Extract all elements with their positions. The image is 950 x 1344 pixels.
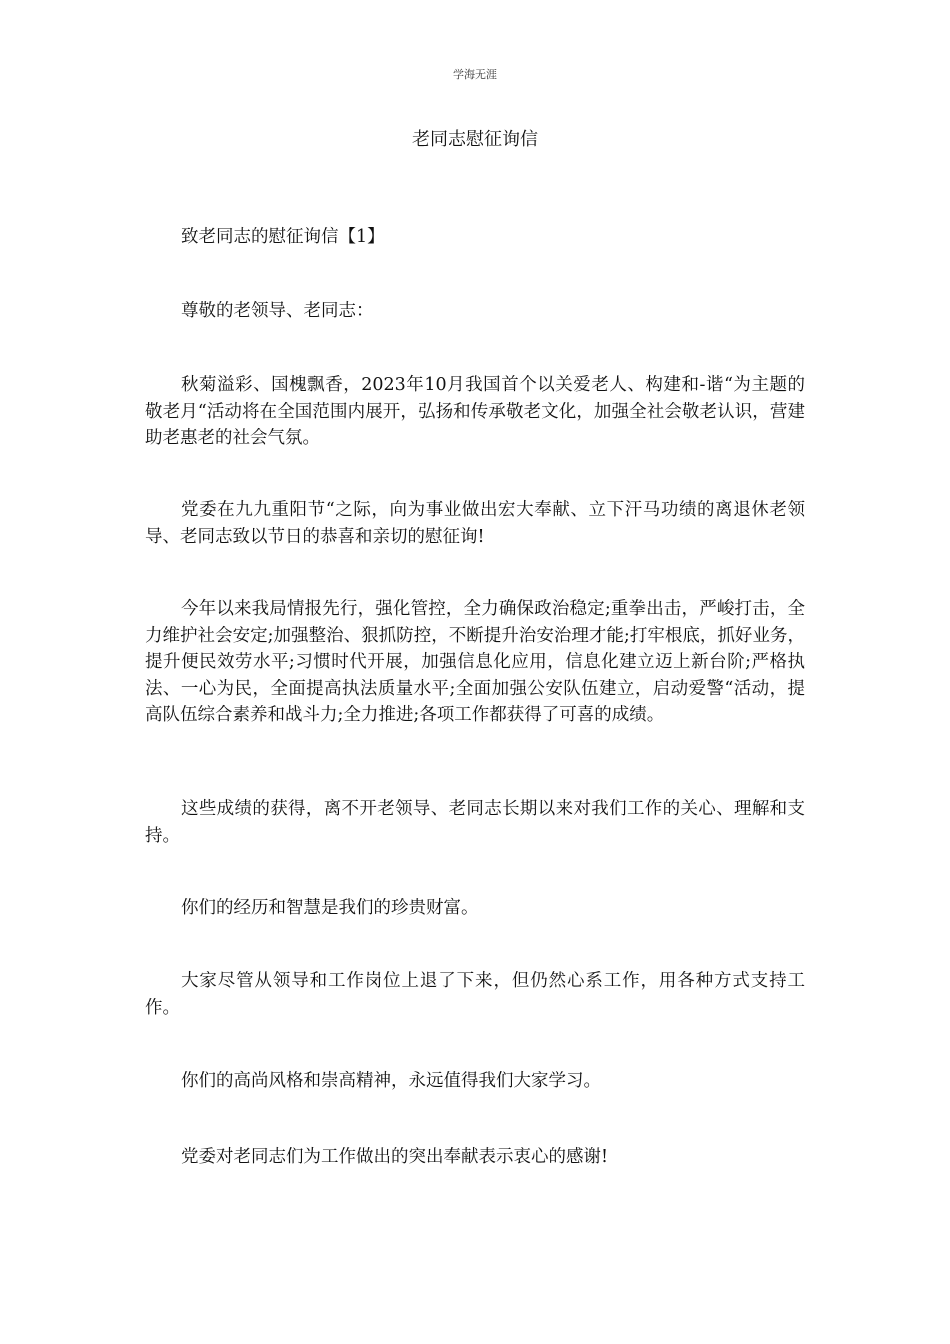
salutation: 尊敬的老领导、老同志： (181, 301, 374, 321)
paragraph-achievements: 今年以来我局情报先行，强化管控，全力确保政治稳定;重拳出击，严峻打击，全力维护社会安定;加强整治、狠抓防控，不断提升治安治理才能;打牢根底，抓好业务，提升便民效劳水平;习惯时代开展，加强信息化应用，信息化建立迈上新台阶;严格执法、一心为民，全面提高执法质量水平;全面加强公安队伍建立，启动爱警“活动，提高队伍综合素养和战斗力;全力推进;各项工作都获得了可喜的成绩。 (145, 599, 805, 725)
paragraph-thanks: 党委对老同志们为工作做出的突出奉献表示衷心的感谢! (181, 1147, 609, 1167)
paragraph-support: 大家尽管从领导和工作岗位上退了下来，但仍然心系工作，用各种方式支持工作。 (145, 971, 805, 1018)
paragraph-wisdom: 你们的经历和智慧是我们的珍贵财富。 (181, 898, 479, 918)
page-header: 学海无涯 (453, 68, 497, 81)
section-heading: 致老同志的慰征询信【1】 (181, 227, 385, 247)
paragraph-greeting: 党委在九九重阳节“之际，向为事业做出宏大奉献、立下汗马功绩的离退休老领导、老同志致以节日的恭喜和亲切的慰征询! (145, 500, 805, 547)
paragraph-gratitude: 这些成绩的获得，离不开老领导、老同志长期以来对我们工作的关心、理解和支持。 (145, 799, 805, 846)
paragraph-spirit: 你们的高尚风格和崇高精神，永远值得我们大家学习。 (181, 1071, 601, 1091)
paragraph-intro: 秋菊溢彩、国槐飘香，2023年10月我国首个以关爱老人、构建和-谐“为主题的敬老月“活动将在全国范围内展开，弘扬和传承敬老文化，加强全社会敬老认识，营建助老惠老的社会气氛。 (145, 375, 805, 448)
document-title: 老同志慰征询信 (412, 129, 538, 150)
